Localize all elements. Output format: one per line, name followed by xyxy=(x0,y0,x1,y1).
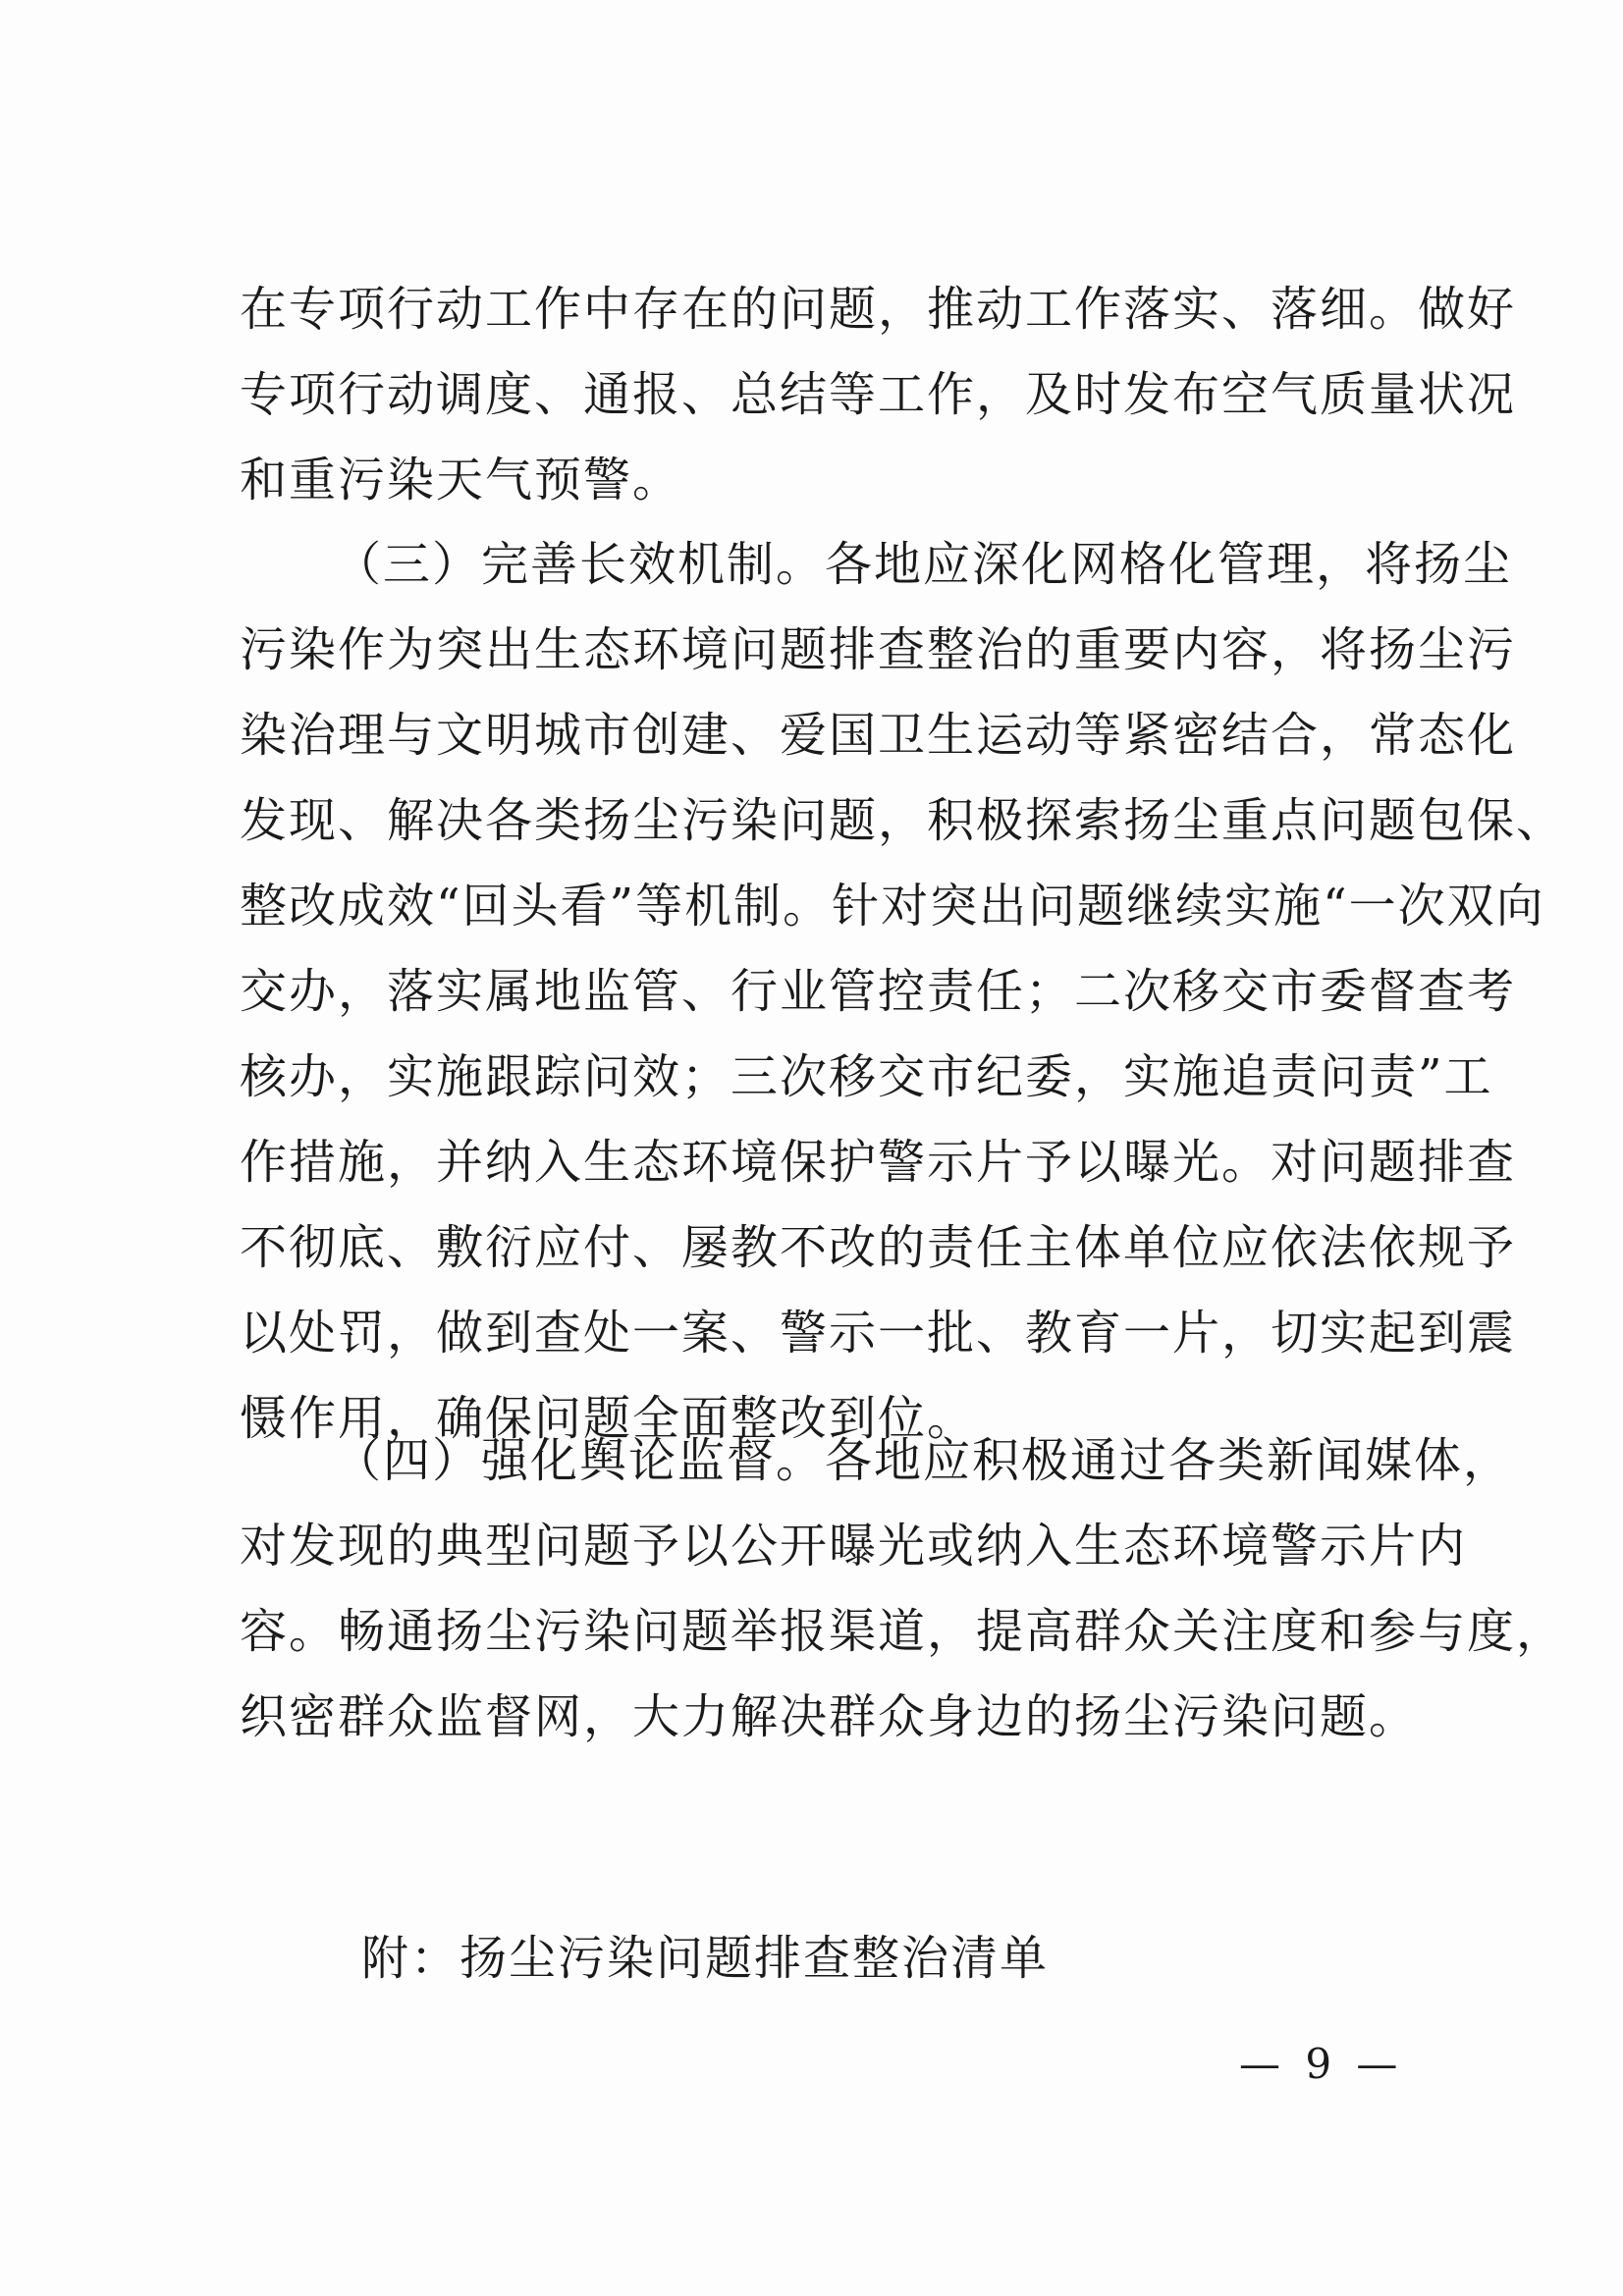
paragraph-line: 慑作用，确保问题全面整改到位。 xyxy=(240,1391,977,1446)
paragraph-line: 和重污染天气预警。 xyxy=(240,453,682,507)
paragraph-line: 容。畅通扬尘污染问题举报渠道，提高群众关注度和参与度， xyxy=(240,1604,1566,1659)
paragraph-line: 污染作为突出生态环境问题排查整治的重要内容，将扬尘污 xyxy=(240,622,1517,677)
paragraph-line: 发现、解决各类扬尘污染问题，积极探索扬尘重点问题包保、 xyxy=(240,793,1566,848)
paragraph-line: 对发现的典型问题予以公开曝光或纳入生态环境警示片内 xyxy=(240,1519,1468,1574)
paragraph-1 xyxy=(240,267,1517,523)
attachment-note: 附：扬尘污染问题排查整治清单 xyxy=(361,1931,1050,1986)
paragraph-line: 染治理与文明城市创建、爱国卫生运动等紧密结合，常态化 xyxy=(240,708,1517,763)
paragraph-line: 核办，实施跟踪问效；三次移交市纪委，实施追责问责”工 xyxy=(240,1049,1493,1104)
paragraph-line: （三）完善长效机制。各地应深化网格化管理，将扬尘 xyxy=(334,537,1513,592)
paragraph-line: 作措施，并纳入生态环境保护警示片予以曝光。对问题排查 xyxy=(240,1135,1517,1190)
paragraph-line: 整改成效“回头看”等机制。针对突出问题继续实施“一次双向 xyxy=(240,879,1545,934)
paragraph-line: 不彻底、敷衍应付、屡教不改的责任主体单位应依法依规予 xyxy=(240,1220,1517,1275)
paragraph-line: （四）强化舆论监督。各地应积极通过各类新闻媒体， xyxy=(334,1433,1513,1488)
paragraph-3 xyxy=(240,1418,1566,1760)
paragraph-line: 在专项行动工作中存在的问题，推动工作落实、落细。做好 xyxy=(240,282,1517,337)
paragraph-line: 交办，落实属地监管、行业管控责任；二次移交市委督查考 xyxy=(240,964,1517,1019)
paragraph-line: 以处罚，做到查处一案、警示一批、教育一片，切实起到震 xyxy=(240,1306,1517,1361)
paragraph-line: 织密群众监督网，大力解决群众身边的扬尘污染问题。 xyxy=(240,1689,1419,1744)
page-number: — 9 — xyxy=(1239,2040,1404,2088)
paragraph-line: 专项行动调度、通报、总结等工作，及时发布空气质量状况 xyxy=(240,367,1517,422)
